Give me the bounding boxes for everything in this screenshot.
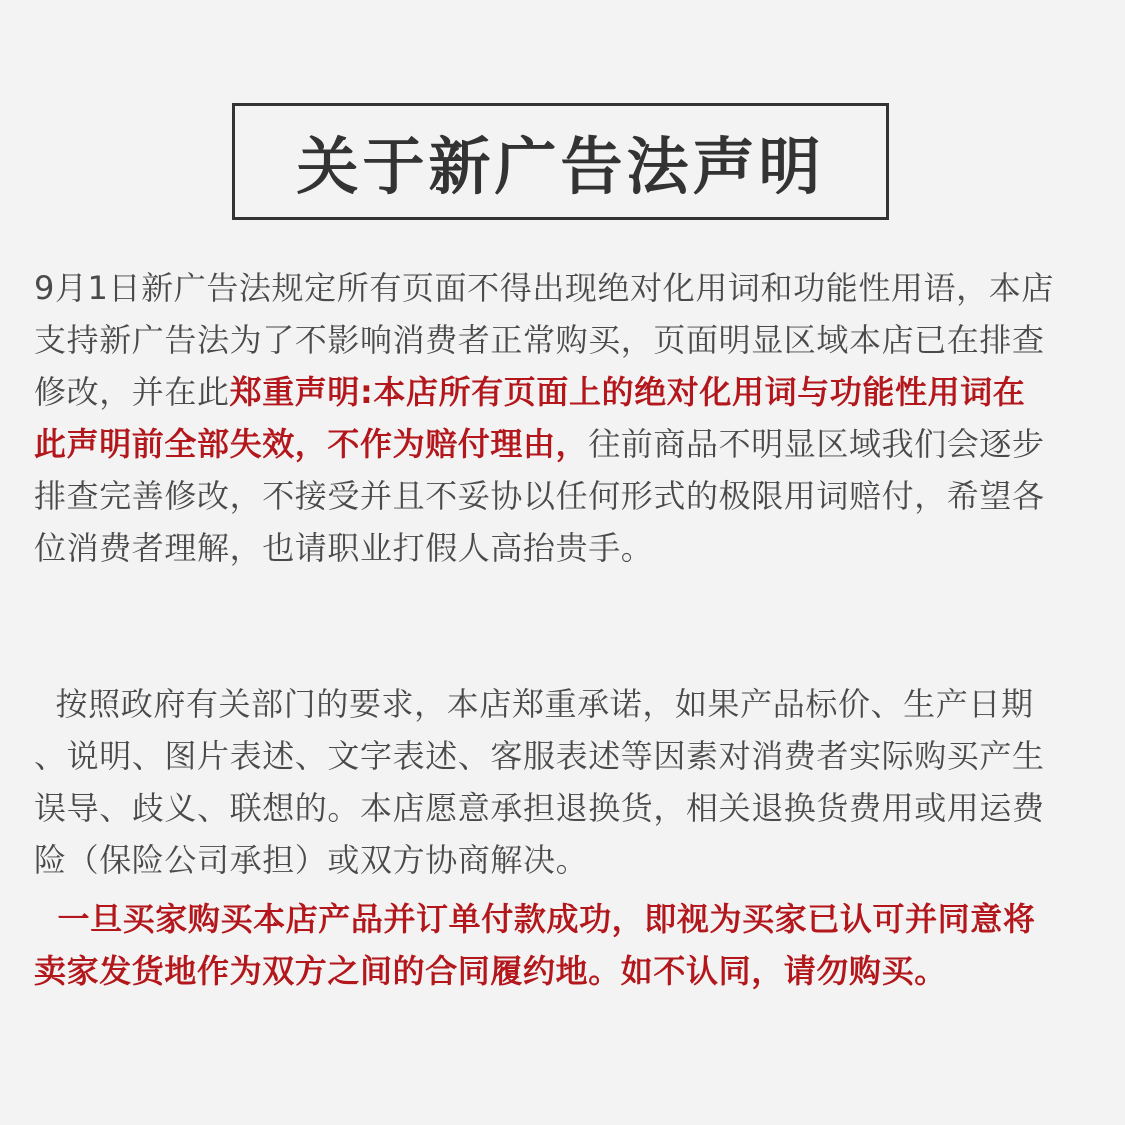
statement-paragraph-1 (34, 262, 1104, 574)
emphasis-text: 此声明前全部失效，不作为赔付理由， (34, 425, 589, 463)
paragraph-line: 排查完善修改，不接受并且不妥协以任何形式的极限用词赔付，希望各 (34, 477, 1045, 515)
title-box (232, 103, 889, 220)
contract-paragraph (34, 893, 1104, 997)
paragraph-text: 往前商品不明显区域我们会逐步 (588, 425, 1045, 463)
paragraph-line: 支持新广告法为了不影响消费者正常购买，页面明显区域本店已在排查 (34, 321, 1045, 359)
paragraph-line: 误导、歧义、联想的。本店愿意承担退换货，相关退换货费用或用运费 (34, 789, 1045, 827)
commitment-paragraph (34, 678, 1104, 886)
page-title: 关于新广告法声明 (296, 130, 825, 203)
paragraph-line: 9月1日新广告法规定所有页面不得出现绝对化用词和功能性用语，本店 (34, 269, 1054, 307)
paragraph-line: 险（保险公司承担）或双方协商解决。 (34, 841, 589, 879)
paragraph-line: 卖家发货地作为双方之间的合同履约地。如不认同，请勿购买。 (34, 952, 947, 990)
paragraph-line: 一旦买家购买本店产品并订单付款成功，即视为买家已认可并同意将 (34, 900, 1036, 938)
paragraph-line-mixed (34, 366, 1104, 418)
paragraph-text: 修改，并在此 (34, 373, 230, 411)
paragraph-line: 位消费者理解，也请职业打假人高抬贵手。 (34, 529, 654, 567)
paragraph-line: 按照政府有关部门的要求，本店郑重承诺，如果产品标价、生产日期 (34, 685, 1034, 723)
paragraph-line: 、说明、图片表述、文字表述、客服表述等因素对消费者实际购买产生 (34, 737, 1045, 775)
emphasis-text: 郑重声明:本店所有页面上的绝对化用词与功能性用词在 (229, 373, 1026, 411)
paragraph-line-mixed (34, 418, 1104, 470)
